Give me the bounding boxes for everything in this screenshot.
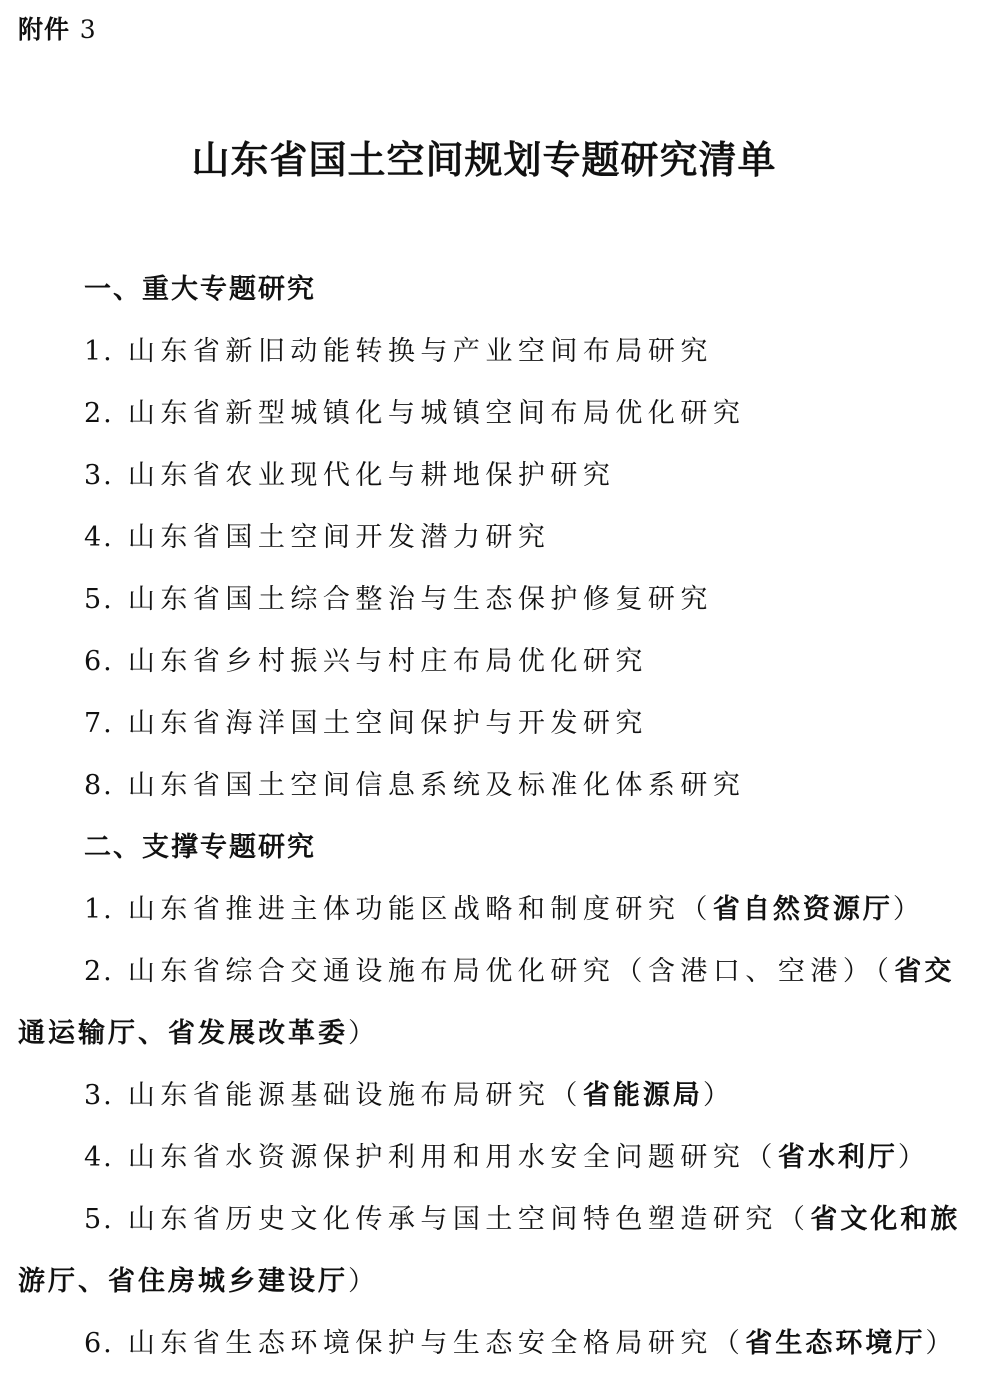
- item-text: 山东省乡村振兴与村庄布局优化研究: [127, 646, 648, 677]
- item-number: 3.: [84, 460, 114, 491]
- item-close-paren: ）: [348, 1018, 381, 1049]
- item-number: 2.: [84, 398, 114, 429]
- item-text: 山东省生态环境保护与生态安全格局研究（: [127, 1328, 746, 1359]
- item-close-paren: ）: [925, 1328, 958, 1359]
- section-heading-support: 二、支撑专题研究: [84, 832, 316, 863]
- item-text: 山东省国土空间信息系统及标准化体系研究: [127, 770, 746, 801]
- item-number: 1.: [84, 336, 114, 367]
- item-text: 山东省海洋国土空间保护与开发研究: [127, 708, 648, 739]
- item-text: 山东省新型城镇化与城镇空间布局优化研究: [127, 398, 746, 429]
- item-text: 山东省历史文化传承与国土空间特色塑造研究（: [127, 1204, 811, 1235]
- item-close-paren: ）: [892, 894, 926, 925]
- list-item: [84, 766, 745, 806]
- item-number: 4.: [84, 1142, 114, 1173]
- item-close-paren: ）: [702, 1080, 736, 1111]
- item-department: 省自然资源厅: [712, 894, 893, 925]
- item-number: 7.: [84, 708, 114, 739]
- item-department: 省文化和旅游厅、省住房城乡建设厅: [18, 1204, 961, 1297]
- item-number: 5.: [84, 1204, 114, 1235]
- list-item: [18, 941, 968, 1065]
- item-department: 省水利厅: [777, 1142, 898, 1173]
- item-department: 省能源局: [582, 1080, 703, 1111]
- item-number: 6.: [84, 1328, 114, 1359]
- item-text: 山东省农业现代化与耕地保护研究: [127, 460, 616, 491]
- item-number: 5.: [84, 584, 114, 615]
- list-item: [84, 704, 648, 744]
- list-item: [84, 642, 648, 682]
- item-text: 山东省新旧动能转换与产业空间布局研究: [127, 336, 713, 367]
- item-number: 2.: [84, 956, 114, 987]
- attachment-number: 3: [79, 15, 97, 44]
- list-item: [18, 1189, 968, 1313]
- item-text: 山东省推进主体功能区战略和制度研究（: [127, 894, 713, 925]
- item-number: 4.: [84, 522, 114, 553]
- item-text: 山东省综合交通设施布局优化研究（含港口、空港）（: [127, 956, 895, 987]
- item-text: 山东省水资源保护利用和用水安全问题研究（: [127, 1142, 778, 1173]
- list-item: [84, 456, 615, 496]
- list-item: [84, 332, 713, 372]
- attachment-text: 附件: [18, 15, 71, 44]
- attachment-label: [18, 12, 97, 48]
- list-item: [84, 518, 550, 558]
- list-item: [84, 1138, 930, 1178]
- list-item: [84, 1324, 958, 1364]
- item-department: 省交通运输厅、省发展改革委: [18, 956, 955, 1049]
- item-close-paren: ）: [348, 1266, 381, 1297]
- list-item: [84, 394, 745, 434]
- item-number: 8.: [84, 770, 114, 801]
- item-number: 3.: [84, 1080, 114, 1111]
- list-item: [84, 580, 713, 620]
- document-title: 山东省国土空间规划专题研究清单: [191, 137, 777, 182]
- item-number: 6.: [84, 646, 114, 677]
- list-item: [84, 1076, 735, 1116]
- item-close-paren: ）: [897, 1142, 931, 1173]
- item-number: 1.: [84, 894, 114, 925]
- section-heading-major: 一、重大专题研究: [84, 274, 316, 305]
- item-text: 山东省能源基础设施布局研究（: [127, 1080, 583, 1111]
- item-department: 省生态环境厅: [745, 1328, 926, 1359]
- item-text: 山东省国土综合整治与生态保护修复研究: [127, 584, 713, 615]
- item-text: 山东省国土空间开发潜力研究: [127, 522, 551, 553]
- list-item: [84, 890, 925, 930]
